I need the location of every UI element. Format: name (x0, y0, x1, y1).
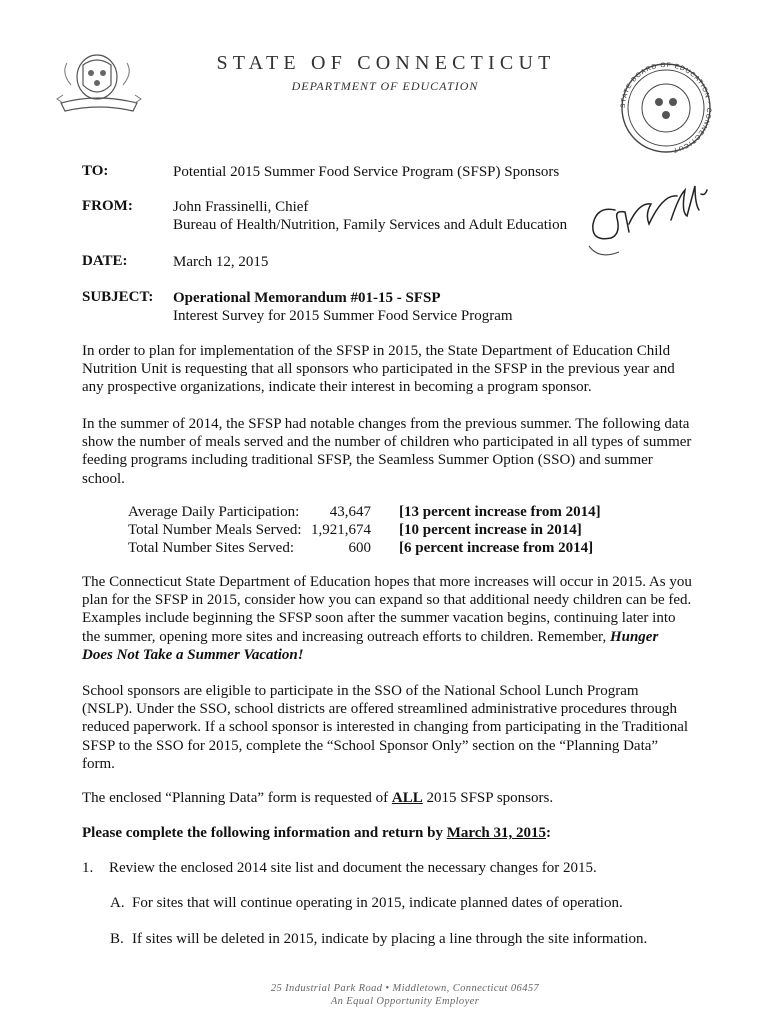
stat-value: 43,647 (329, 504, 371, 520)
seal-ring-text: STATE BOARD OF EDUCATION · CONNECTICUT (619, 61, 713, 154)
all-emphasis: ALL (391, 790, 423, 806)
subject-subtitle: Interest Survey for 2015 Summer Food Service Program (173, 308, 513, 324)
stat-note: [6 percent increase from 2014] (399, 540, 594, 557)
from-name: John Frassinelli, Chief (173, 199, 309, 215)
stat-label: Total Number Meals Served: (128, 522, 302, 539)
to-value: Potential 2015 Summer Food Service Program (SFSP) Sponsors (173, 164, 560, 180)
footer (200, 982, 610, 1008)
svg-text:STATE BOARD OF EDUCATION · CON (620, 62, 712, 154)
stat-value: 1,921,674 (311, 522, 371, 539)
paragraph-intro: In order to plan for implementation of the SFSP in 2015, the State Department of Education Child Nutrition Unit is requesting that all sponsors who participated in the SFSP in the previous year and any prospective organizations, indicate their interest in becoming a program sponsor. (82, 343, 675, 396)
paragraph-planning-data (82, 789, 692, 807)
return-instruction-text: Please complete the following information and return by (82, 825, 443, 841)
letterhead-department: DEPARTMENT OF EDUCATION (291, 79, 479, 93)
letterhead-title: STATE OF CONNECTICUT (216, 52, 556, 74)
state-seal-left (55, 45, 155, 125)
paragraph-sso: School sponsors are eligible to participate in the SSO of the National School Lunch Program (NSLP). Under the SSO, school districts are offered streamlined administrative procedures through reduced paperwork. If a school sponsor is interested in changing from participating in the Traditional SFSP to the SSO for 2015, complete the “School Sponsor Only” section on the “Planning Data” form. (82, 683, 689, 772)
stats-row (128, 539, 628, 557)
paragraph-increases (82, 573, 692, 664)
stats-row (128, 521, 628, 539)
list-item-a-letter: A. (110, 895, 125, 911)
date-value: March 12, 2015 (173, 254, 269, 270)
return-deadline: March 31, 2015 (446, 825, 546, 841)
list-item-a-text: For sites that will continue operating in 2015, indicate planned dates of operation. (132, 895, 623, 911)
date-label: DATE: (82, 253, 128, 269)
stats-table (128, 503, 628, 558)
from-label: FROM: (82, 198, 133, 214)
stat-value: 600 (348, 540, 371, 557)
stat-note: [10 percent increase in 2014] (399, 522, 582, 539)
subject-title: Operational Memorandum #01-15 - SFSP (173, 290, 441, 306)
list-item-b-letter: B. (110, 931, 124, 947)
stat-label: Total Number Sites Served: (128, 540, 295, 557)
footer-address: 25 Industrial Park Road • Middletown, Connecticut 06457 (270, 983, 540, 994)
list-item-1-number: 1. (82, 860, 94, 876)
board-of-education-seal (618, 60, 714, 156)
paragraph-increases-text: The Connecticut State Department of Education hopes that more increases will occur in 2015. As you plan for the SFSP in 2015, consider how you can expand so that additional needy children can be fed. Examples include beginning the SFSP soon after the summer vacation begins, continuing later into the summer, opening more sites and increasing outreach efforts to children. Remember, (82, 574, 692, 645)
stats-row (128, 503, 628, 521)
return-instruction (82, 824, 692, 842)
to-label: TO: (82, 163, 109, 179)
return-instruction-colon: : (546, 825, 551, 841)
list-item-b-text: If sites will be deleted in 2015, indicate by placing a line through the site information. (132, 931, 648, 947)
paragraph-2014-summary: In the summer of 2014, the SFSP had notable changes from the previous summer. The following data show the number of meals served and the number of children who participated in all types of summer feeding programs including traditional SFSP, the Seamless Summer Option (SSO) and summer school. (82, 416, 692, 487)
planning-data-text-before: The enclosed “Planning Data” form is requested of (82, 790, 389, 806)
stat-label: Average Daily Participation: (128, 504, 300, 520)
subject-label: SUBJECT: (82, 289, 154, 305)
planning-data-text-after: 2015 SFSP sponsors. (426, 790, 554, 806)
stat-note: [13 percent increase from 2014] (399, 504, 601, 520)
signature (575, 180, 725, 270)
from-bureau: Bureau of Health/Nutrition, Family Services and Adult Education (173, 217, 568, 233)
footer-tagline: An Equal Opportunity Employer (330, 996, 480, 1007)
hunger-slogan: Hunger Does Not Take a Summer Vacation! (82, 628, 659, 663)
list-item-1-text: Review the enclosed 2014 site list and document the necessary changes for 2015. (109, 860, 597, 876)
